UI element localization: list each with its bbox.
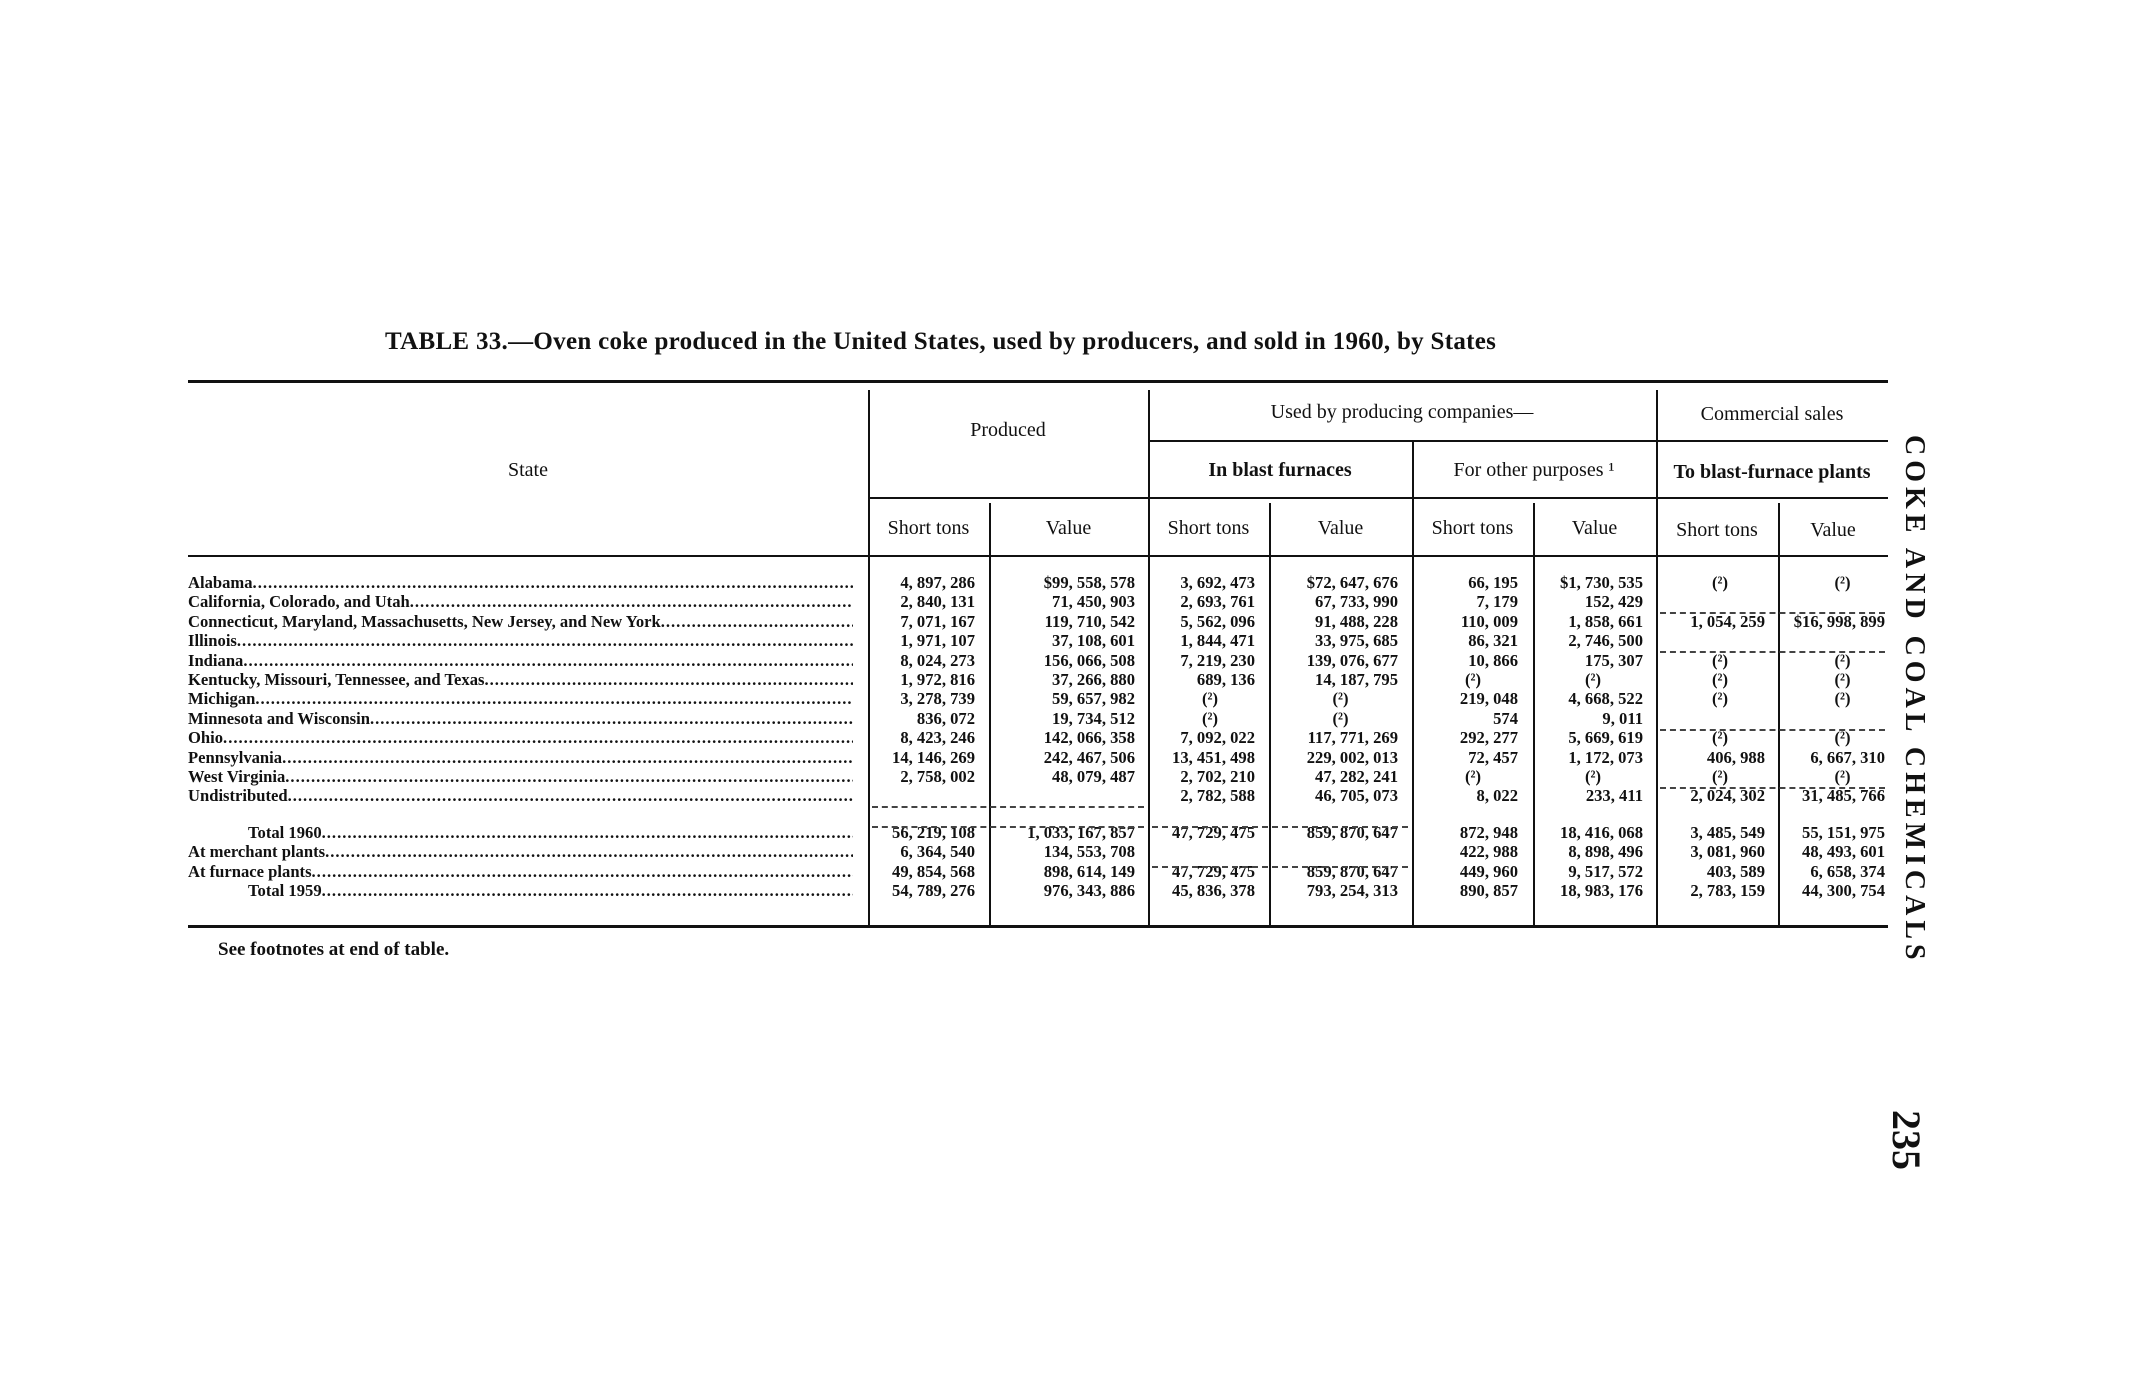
header-blast: In blast furnaces (1208, 459, 1352, 481)
table-cell: 1, 971, 107 (900, 631, 975, 651)
table-cell: 44, 300, 754 (1802, 881, 1885, 901)
header-short-tons: Short tons (1431, 517, 1514, 539)
table-cell: 8, 022 (1476, 786, 1518, 806)
table-cell: 19, 734, 512 (1052, 708, 1135, 728)
header-used-by: Used by producing companies— (1270, 401, 1534, 423)
table-cell: (²) (1834, 689, 1851, 709)
row-state-label: At merchant plants ..... (188, 842, 853, 861)
table-cell: 72, 457 (1468, 747, 1518, 767)
dashed-rule (1660, 651, 1885, 653)
table-cell: 890, 857 (1459, 881, 1518, 901)
table-cell: 403, 589 (1706, 861, 1765, 881)
row-state-label: Alabama ..... (188, 573, 853, 592)
table-cell: 1, 972, 816 (900, 670, 975, 689)
table-cell: (²) (1834, 670, 1851, 689)
table-cell: $72, 647, 676 (1306, 573, 1398, 592)
table-cell: 242, 467, 506 (1043, 747, 1135, 767)
table-cell: 45, 836, 378 (1172, 881, 1255, 901)
table-cell: 7, 219, 230 (1180, 650, 1255, 670)
row-state-label: Kentucky, Missouri, Tennessee, and Texas ..... (188, 670, 853, 689)
header-produced: Produced (970, 419, 1046, 441)
table-cell: 898, 614, 149 (1043, 861, 1135, 881)
table-cell: 229, 002, 013 (1306, 747, 1398, 767)
table-cell: 152, 429 (1584, 592, 1643, 612)
dashed-rule (872, 806, 1144, 808)
header-rule (1148, 440, 1656, 442)
row-state-label: Total 1960 ..... (188, 823, 853, 842)
dashed-rule (1660, 787, 1885, 789)
table-cell: (²) (1834, 650, 1851, 670)
table-cell: 872, 948 (1459, 823, 1518, 842)
footnote: See footnotes at end of table. (218, 939, 450, 960)
table-cell: (²) (1201, 689, 1219, 709)
table-cell: 6, 364, 540 (900, 842, 975, 862)
table-cell: 793, 254, 313 (1306, 881, 1398, 901)
table-cell: 2, 746, 500 (1568, 631, 1643, 651)
row-state-label: Connecticut, Maryland, Massachusetts, New Jersey, and New York ..... (188, 612, 853, 631)
table-cell: 976, 343, 886 (1043, 881, 1135, 901)
table-cell: 91, 488, 228 (1315, 611, 1398, 631)
table-cell: (²) (1711, 728, 1729, 748)
header-rule (188, 555, 1888, 557)
table-cell: 449, 960 (1459, 861, 1518, 881)
page-number: 235 (1884, 1110, 1929, 1170)
header-short-tons: Short tons (887, 517, 970, 539)
table-cell: 2, 783, 159 (1690, 881, 1765, 901)
table-cell: (²) (1464, 670, 1482, 689)
row-state-label: Total 1959 ..... (188, 881, 853, 900)
table-cell: 3, 692, 473 (1180, 573, 1255, 592)
table-cell: 1, 054, 259 (1690, 611, 1765, 631)
header-other: For other purposes ¹ (1453, 459, 1615, 481)
header-short-tons: Short tons (1167, 517, 1250, 539)
table-cell: 13, 451, 498 (1172, 747, 1255, 767)
dashed-rule (1660, 729, 1885, 731)
table-cell: (²) (1711, 767, 1729, 786)
table-cell: 8, 898, 496 (1568, 842, 1643, 862)
table-cell: (²) (1584, 670, 1602, 689)
table-cell: 86, 321 (1468, 631, 1518, 651)
table-cell: 859, 870, 647 (1306, 861, 1398, 881)
table-cell: $1, 730, 535 (1560, 573, 1643, 592)
row-state-label: West Virginia ..... (188, 767, 853, 786)
table-cell: 1, 858, 661 (1568, 611, 1643, 631)
table-cell: $16, 998, 899 (1793, 611, 1885, 631)
table-cell: 47, 729, 475 (1172, 861, 1255, 881)
dashed-rule (872, 826, 1144, 828)
header-state: State (508, 459, 548, 481)
table-cell: 9, 011 (1602, 708, 1643, 728)
table-cell: 47, 282, 241 (1315, 767, 1398, 786)
table-cell: 2, 782, 588 (1180, 786, 1255, 806)
dashed-rule (1152, 866, 1408, 868)
table-cell: 219, 048 (1459, 689, 1518, 709)
table-cell: 54, 789, 276 (892, 881, 975, 901)
table-cell: 46, 705, 073 (1315, 786, 1398, 806)
table-cell: 33, 975, 685 (1315, 631, 1398, 651)
header-value: Value (1045, 517, 1092, 539)
table-cell: 836, 072 (916, 708, 975, 728)
row-state-label: Illinois ..... (188, 631, 853, 650)
table-cell: 14, 146, 269 (892, 747, 975, 767)
table-cell: 4, 668, 522 (1568, 689, 1643, 709)
table-cell: 37, 108, 601 (1052, 631, 1135, 651)
table-cell: 5, 669, 619 (1568, 728, 1643, 748)
table-cell: (²) (1711, 650, 1729, 670)
row-state-label: Ohio ..... (188, 728, 853, 747)
table-cell: (²) (1834, 573, 1851, 592)
table-cell: (²) (1464, 767, 1482, 786)
table-cell: 2, 840, 131 (900, 592, 975, 612)
header-value: Value (1317, 517, 1364, 539)
table-cell: 292, 277 (1459, 728, 1518, 748)
dashed-rule (1152, 826, 1408, 828)
table-cell: 859, 870, 647 (1306, 823, 1398, 842)
table-cell: 48, 079, 487 (1052, 767, 1135, 786)
header-rule (868, 497, 1888, 499)
table-cell: 574 (1493, 708, 1518, 728)
table-cell: 7, 179 (1476, 592, 1518, 612)
table-cell: 55, 151, 975 (1802, 823, 1885, 842)
table-cell: 14, 187, 795 (1315, 670, 1398, 689)
table-cell: 117, 771, 269 (1307, 728, 1398, 748)
table-cell: 406, 988 (1706, 747, 1765, 767)
table-cell: (²) (1711, 670, 1729, 689)
row-state-label: Michigan ..... (188, 689, 853, 708)
row-state-label: At furnace plants ..... (188, 862, 853, 881)
table-cell: 3, 485, 549 (1690, 823, 1765, 842)
table-cell: (²) (1332, 708, 1349, 728)
table-cell: 48, 493, 601 (1802, 842, 1885, 862)
table-cell: 66, 195 (1468, 573, 1518, 592)
table-cell: 1, 033, 167, 857 (1027, 823, 1135, 842)
table-cell: (²) (1711, 573, 1729, 592)
table-cell: 71, 450, 903 (1052, 592, 1135, 612)
dashed-rule (1660, 612, 1885, 614)
table-cell: 119, 710, 542 (1044, 611, 1135, 631)
table-cell: 8, 423, 246 (900, 728, 975, 748)
table-cell: 56, 219, 108 (892, 823, 975, 842)
table-cell: (²) (1332, 689, 1349, 709)
row-state-label: Pennsylvania ..... (188, 748, 853, 767)
table-cell: 5, 562, 096 (1180, 611, 1255, 631)
header-to-blast: To blast-furnace plants (1673, 461, 1871, 483)
table-cell: 37, 266, 880 (1052, 670, 1135, 689)
table-cell: 422, 988 (1459, 842, 1518, 862)
table-cell: 7, 092, 022 (1180, 728, 1255, 748)
table-cell: 31, 485, 766 (1802, 786, 1885, 806)
running-heading: COKE AND COAL CHEMICALS (1899, 435, 1930, 965)
table-cell: 49, 854, 568 (892, 861, 975, 881)
top-rule (188, 380, 1888, 383)
table-cell: 139, 076, 677 (1306, 650, 1398, 670)
table-cell: (²) (1834, 767, 1851, 786)
bottom-rule (188, 925, 1888, 928)
row-state-label: Indiana ..... (188, 651, 853, 670)
table-cell: 233, 411 (1585, 786, 1643, 806)
table-cell: 10, 866 (1468, 650, 1518, 670)
row-state-label: Undistributed ..... (188, 786, 853, 805)
table-cell: 59, 657, 982 (1052, 689, 1135, 709)
table-cell: 67, 733, 990 (1315, 592, 1398, 612)
header-value: Value (1810, 519, 1856, 541)
table-cell: 6, 667, 310 (1810, 747, 1885, 767)
table-cell: 134, 553, 708 (1043, 842, 1135, 862)
table-cell: 689, 136 (1196, 670, 1255, 689)
table-cell: (²) (1711, 689, 1729, 709)
table-cell: 18, 416, 068 (1560, 823, 1643, 842)
table-cell: 3, 278, 739 (900, 689, 975, 709)
row-state-label: California, Colorado, and Utah ..... (188, 592, 853, 611)
table-cell: 18, 983, 176 (1560, 881, 1643, 901)
table-cell: 4, 897, 286 (900, 573, 975, 592)
header-value: Value (1571, 517, 1618, 539)
header-rule (1656, 440, 1888, 442)
table-cell: 1, 172, 073 (1568, 747, 1643, 767)
table-cell: 175, 307 (1584, 650, 1643, 670)
table-cell: 2, 758, 002 (900, 767, 975, 786)
table-cell: (²) (1201, 708, 1219, 728)
table-cell: (²) (1584, 767, 1602, 786)
table-cell: 156, 066, 508 (1043, 650, 1135, 670)
table-cell: 142, 066, 358 (1043, 728, 1135, 748)
table-cell: 9, 517, 572 (1568, 861, 1643, 881)
row-state-label: Minnesota and Wisconsin ..... (188, 709, 853, 728)
header-short-tons: Short tons (1676, 519, 1758, 541)
table-cell: 8, 024, 273 (900, 650, 975, 670)
table-cell: (²) (1834, 728, 1851, 748)
table-cell: 1, 844, 471 (1180, 631, 1255, 651)
table-cell: 3, 081, 960 (1690, 842, 1765, 862)
table-cell: 2, 024, 302 (1690, 786, 1765, 806)
table-cell: 47, 729, 475 (1172, 823, 1255, 842)
table-cell: 6, 658, 374 (1810, 861, 1885, 881)
table-cell: 7, 071, 167 (900, 611, 975, 631)
table-cell: 110, 009 (1460, 611, 1518, 631)
table-cell: $99, 558, 578 (1043, 573, 1135, 592)
header-commercial: Commercial sales (1700, 403, 1844, 425)
table-title: TABLE 33.—Oven coke produced in the United States, used by producers, and sold in 1960, by States (385, 328, 1497, 355)
table-cell: 2, 693, 761 (1180, 592, 1255, 612)
table-cell: 2, 702, 210 (1180, 767, 1255, 786)
